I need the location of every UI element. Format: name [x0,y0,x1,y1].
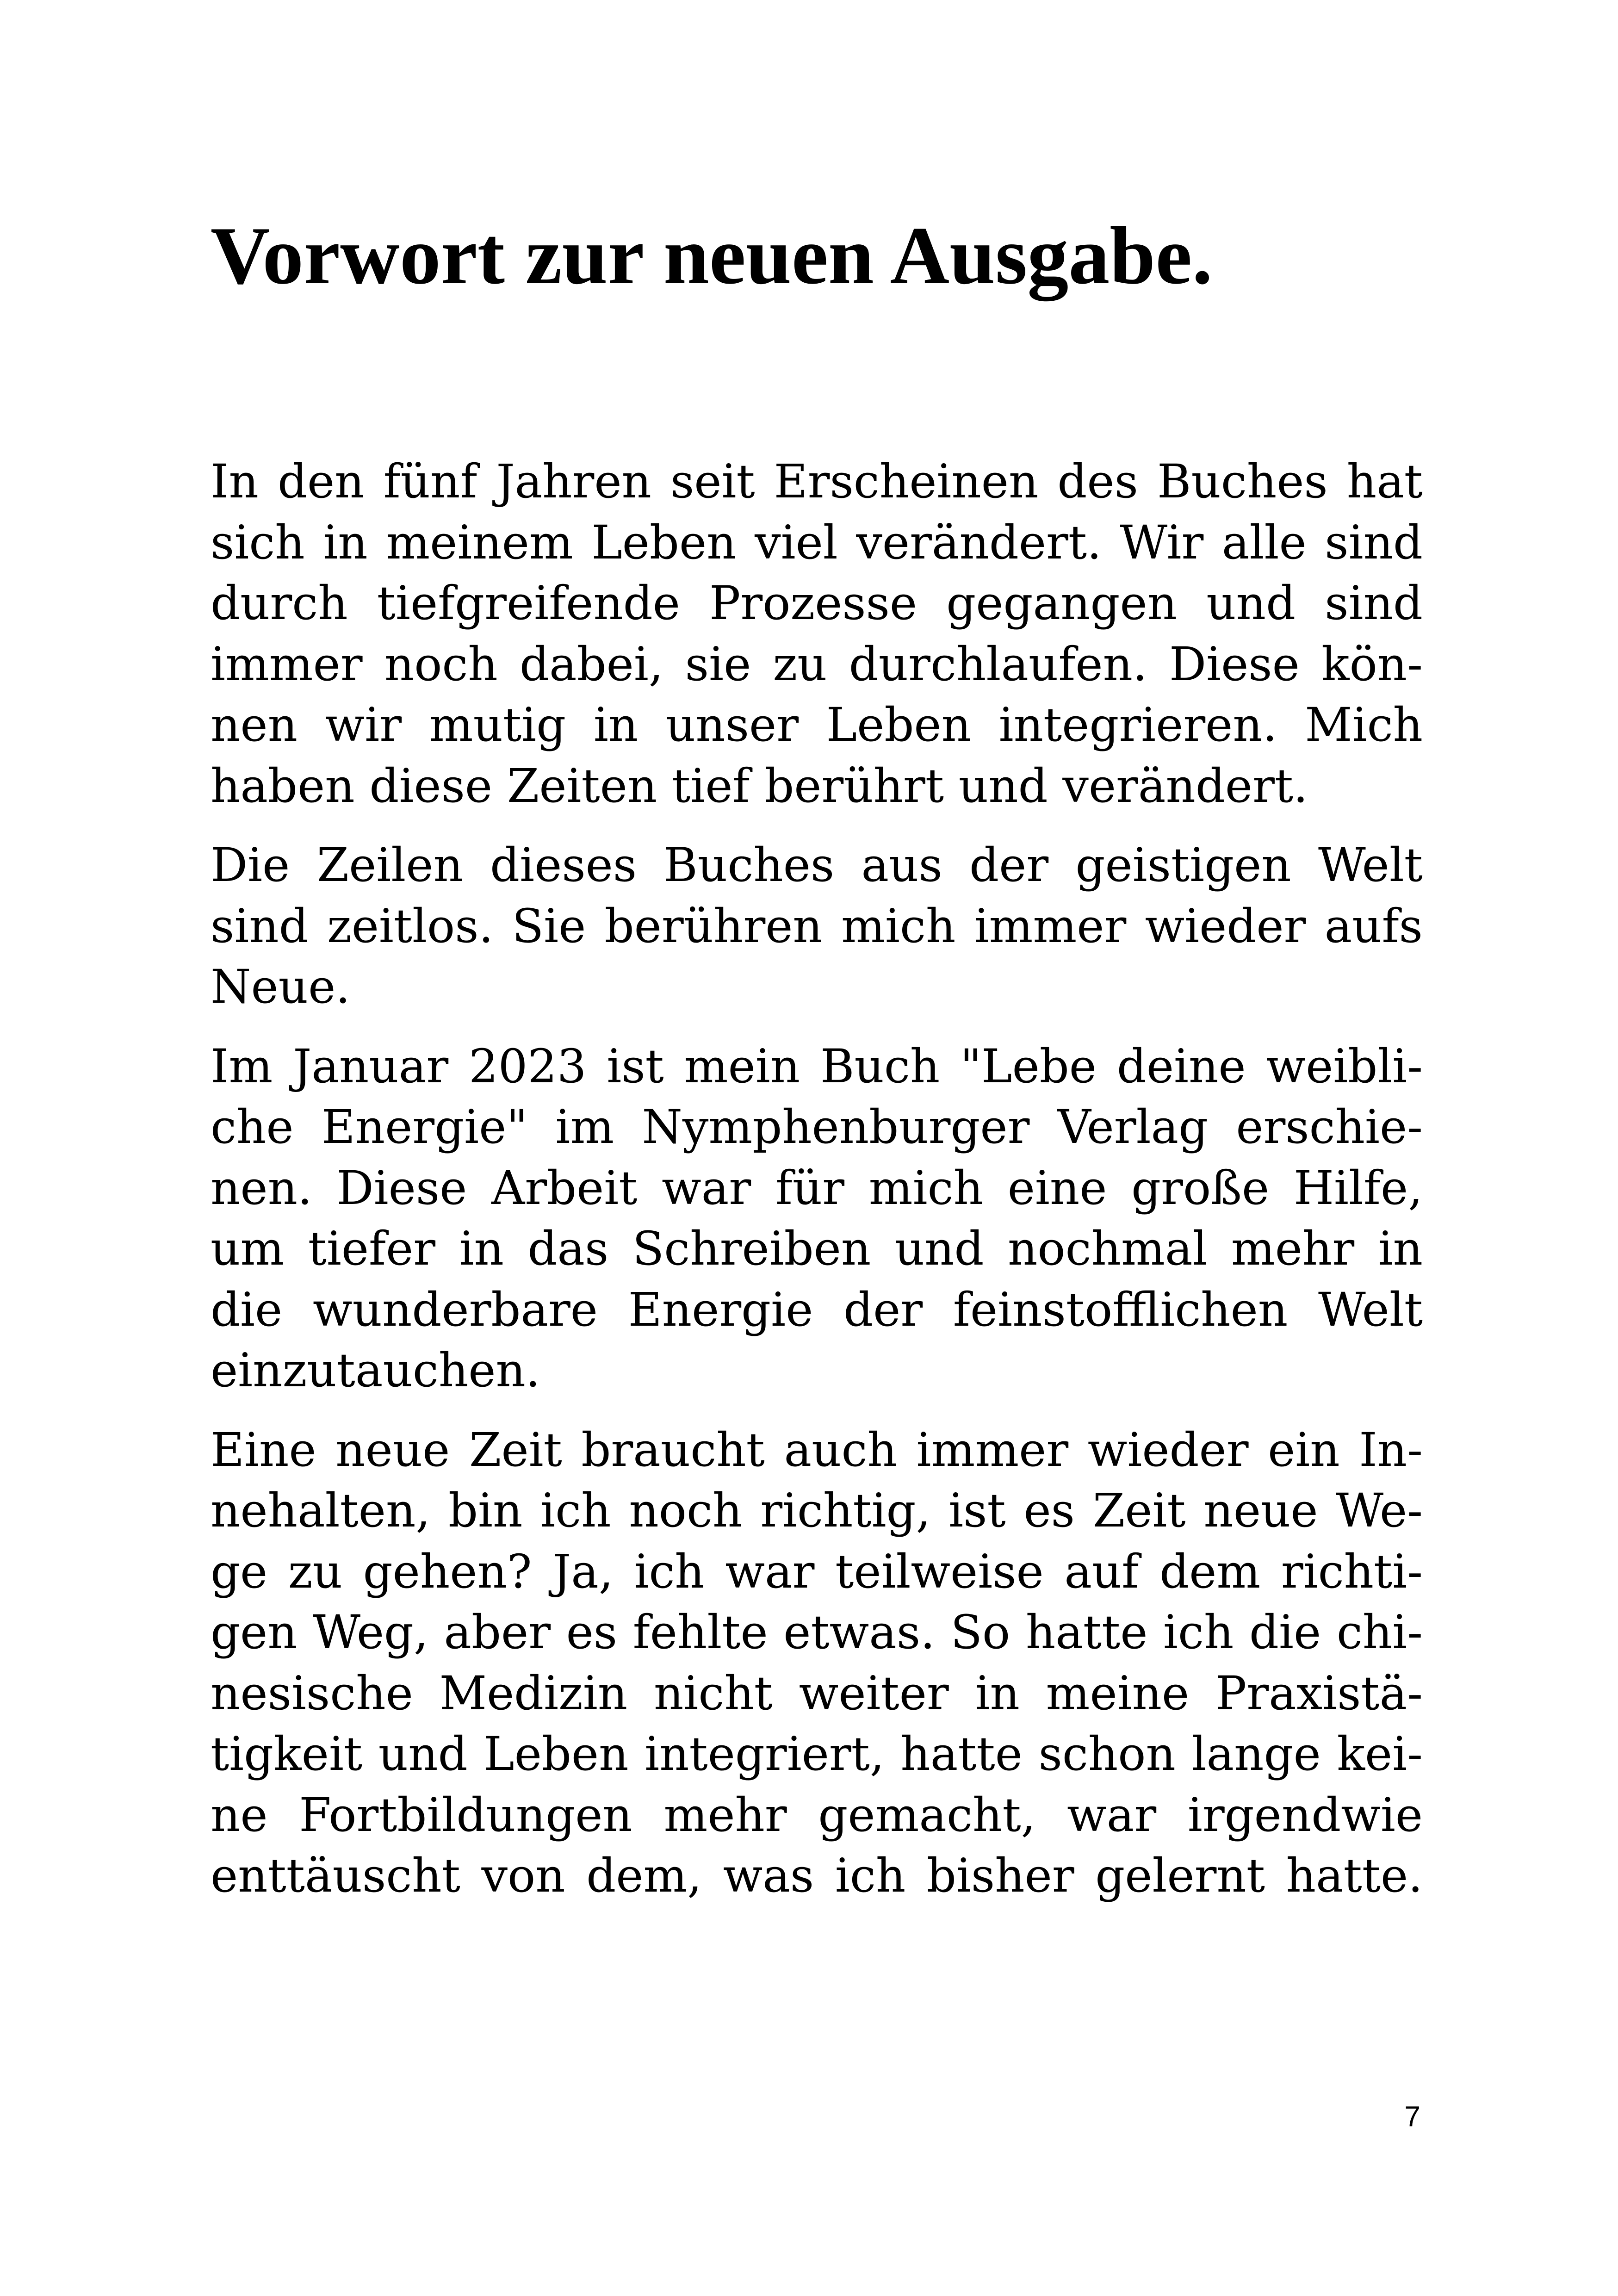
text-line: sind zeitlos. Sie berühren mich immer wieder aufs [211,899,1423,953]
paragraph-4 [211,1420,1423,1906]
text-line: Im Januar 2023 ist mein Buch "Lebe deine weibli- [211,1039,1423,1093]
paragraph-1 [211,451,1423,816]
text-line: Eine neue Zeit braucht auch immer wieder ein In- [211,1422,1423,1477]
text-line: haben diese Zeiten tief berührt und verändert. [211,758,1308,813]
text-line: ne Fortbildungen mehr gemacht, war irgendwie [211,1787,1423,1842]
text-line: nen wir mutig in unser Leben integrieren. Mich [211,698,1423,752]
text-line: Neue. [211,960,351,1014]
text-line: nehalten, bin ich noch richtig, ist es Zeit neue We- [211,1483,1423,1538]
body-text [211,451,1423,1906]
text-line: In den fünf Jahren seit Erscheinen des Buches hat [211,454,1423,509]
chapter-heading: Vorwort zur neuen Ausgabe. [211,210,1213,301]
text-line: die wunderbare Energie der feinstofflichen Welt [211,1282,1423,1337]
text-line: um tiefer in das Schreiben und nochmal mehr in [211,1222,1423,1276]
page-number: 7 [1404,2101,1420,2133]
text-line: Die Zeilen dieses Buches aus der geistigen Welt [211,838,1423,892]
text-line: che Energie" im Nymphenburger Verlag erschie- [211,1100,1423,1154]
text-line: einzutauchen. [211,1343,540,1397]
text-line: durch tiefgreifende Prozesse gegangen und sind [211,576,1423,630]
text-line: immer noch dabei, sie zu durchlaufen. Diese kön- [211,637,1423,691]
text-line: nesische Medizin nicht weiter in meine Praxistä- [211,1666,1423,1720]
paragraph-2 [211,835,1423,1018]
text-line: enttäuscht von dem, was ich bisher gelernt hatte. [211,1849,1423,1903]
text-line: sich in meinem Leben viel verändert. Wir alle sind [211,515,1423,570]
text-line: tigkeit und Leben integriert, hatte schon lange kei- [211,1727,1423,1781]
text-line: ge zu gehen? Ja, ich war teilweise auf dem richti- [211,1544,1423,1599]
paragraph-3 [211,1036,1423,1401]
text-line: nen. Diese Arbeit war für mich eine große Hilfe, [211,1160,1423,1215]
text-line: gen Weg, aber es fehlte etwas. So hatte ich die chi- [211,1605,1423,1659]
